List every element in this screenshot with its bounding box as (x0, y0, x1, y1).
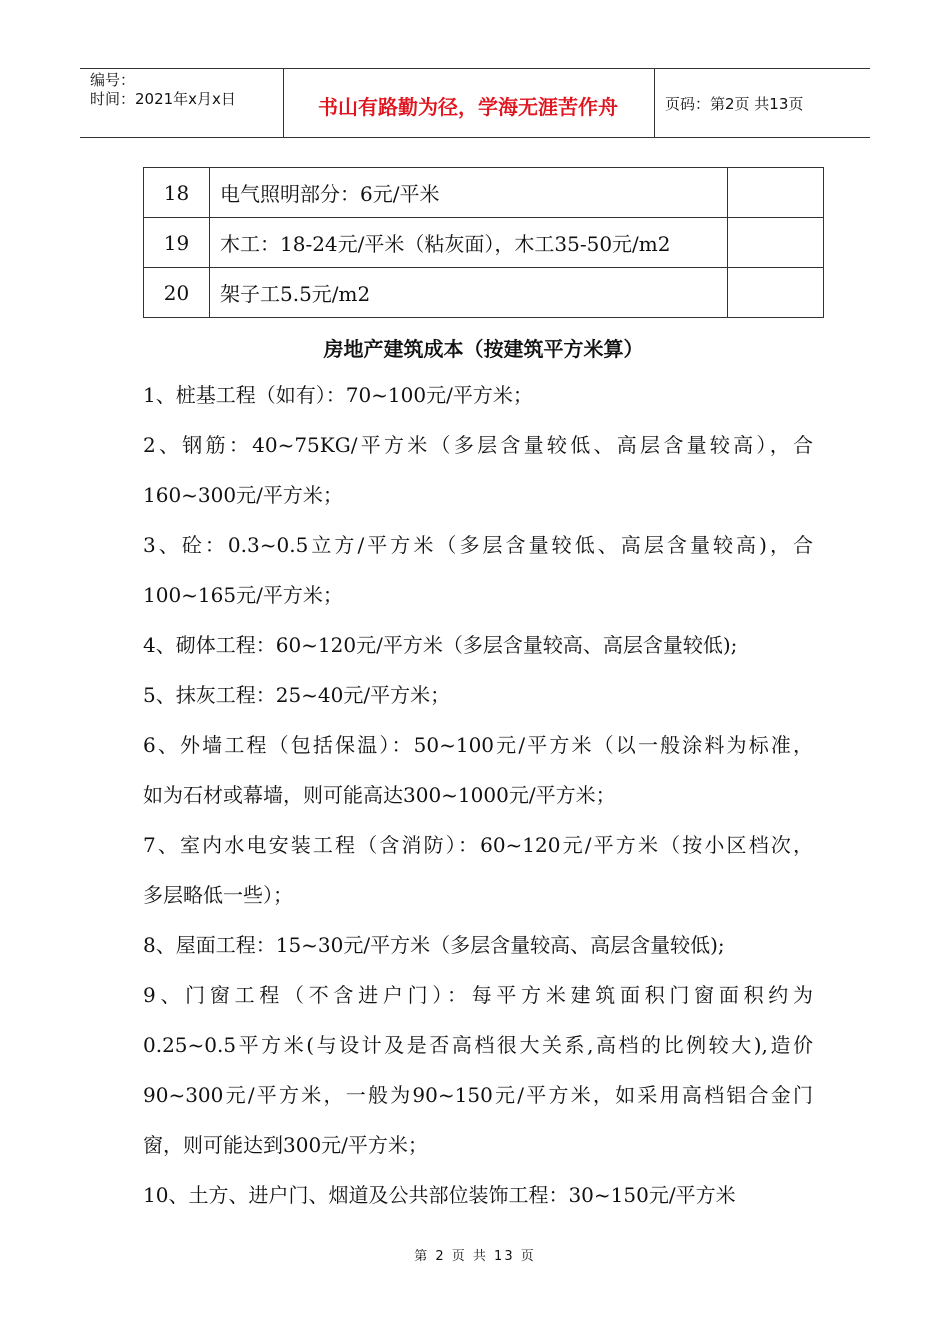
header-meta (90, 71, 236, 109)
text-line: 100~165元/平方米； (143, 583, 343, 607)
row-description: 电气照明部分：6元/平米 (210, 168, 728, 218)
header-motto: 书山有路勤为径，学海无涯苦作舟 (318, 95, 618, 119)
table-row (144, 218, 824, 268)
row-description: 架子工5.5元/m2 (210, 268, 728, 318)
row-number: 18 (144, 168, 210, 218)
section-title: 房地产建筑成本（按建筑平方米算） (323, 337, 644, 361)
number-label: 编号： (90, 71, 136, 89)
row-extra (728, 268, 824, 318)
text-line: 2、钢筋：40~75KG/平方米（多层含量较低、高层含量较高），合 (143, 433, 813, 457)
text-line: 窗，则可能达到300元/平方米； (143, 1133, 428, 1157)
document-body (143, 370, 813, 1220)
text-line: 4、砌体工程：60~120元/平方米（多层含量较高、高层含量较低); (143, 633, 738, 657)
row-extra (728, 168, 824, 218)
text-line: 6、外墙工程（包括保温）：50~100元/平方米（以一般涂料为标准， (143, 733, 813, 757)
date-label: 时间：2021年x月x日 (90, 90, 236, 108)
text-line: 7、室内水电安装工程（含消防）：60~120元/平方米（按小区档次， (143, 833, 813, 857)
text-line: 8、屋面工程：15~30元/平方米（多层含量较高、高层含量较低); (143, 933, 725, 957)
row-extra (728, 218, 824, 268)
row-number: 19 (144, 218, 210, 268)
text-line: 3、砼：0.3~0.5立方/平方米（多层含量较低、高层含量较高)，合 (143, 533, 813, 557)
row-number: 20 (144, 268, 210, 318)
table-row (144, 268, 824, 318)
table-row (144, 168, 824, 218)
page-footer: 第 2 页 共 13 页 (414, 1249, 536, 1264)
header-page-info: 页码：第2页 共13页 (665, 95, 804, 113)
text-line: 如为石材或幕墙，则可能高达300~1000元/平方米； (143, 783, 616, 807)
text-line: 5、抹灰工程：25~40元/平方米； (143, 683, 451, 707)
row-description: 木工：18-24元/平米（粘灰面），木工35-50元/m2 (210, 218, 728, 268)
text-line: 1、桩基工程（如有）：70~100元/平方米； (143, 383, 533, 407)
text-line: 0.25~0.5平方米(与设计及是否高档很大关系,高档的比例较大),造价 (143, 1033, 813, 1057)
text-line: 90~300元/平方米，一般为90~150元/平方米，如采用高档铝合金门 (143, 1083, 813, 1107)
text-line: 多层略低一些）； (143, 883, 293, 907)
page-header (80, 68, 870, 138)
cost-table (143, 167, 824, 318)
header-divider (654, 69, 655, 137)
text-line: 10、土方、进户门、烟道及公共部位装饰工程：30~150元/平方米 (143, 1183, 736, 1207)
text-line: 9、门窗工程（不含进户门）：每平方米建筑面积门窗面积约为 (143, 983, 813, 1007)
text-line: 160~300元/平方米； (143, 483, 343, 507)
